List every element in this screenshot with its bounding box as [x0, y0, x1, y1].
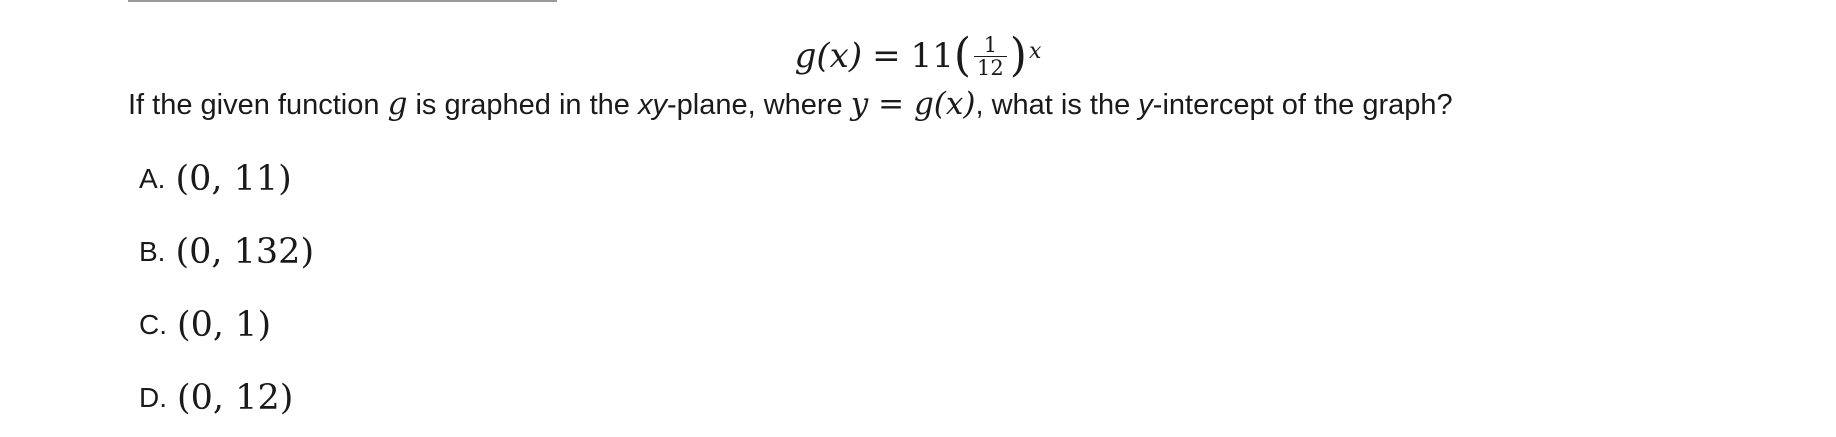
question-part4: , what is the [975, 89, 1139, 121]
question-part1: If the given function [128, 89, 388, 121]
choice-c[interactable] [139, 288, 314, 361]
fraction-numerator: 1 [983, 32, 998, 57]
question-text [128, 82, 1453, 127]
equation-equals: = [872, 36, 901, 76]
choice-letter: D. [139, 381, 167, 413]
answer-choices [139, 142, 314, 434]
choice-b[interactable] [139, 215, 314, 288]
choice-d[interactable] [139, 361, 314, 434]
equation-fraction [974, 34, 1007, 79]
equation-lhs: g(x) [794, 36, 863, 76]
choice-value: (0, 1) [177, 304, 272, 345]
question-func-name: g [387, 86, 408, 122]
choice-value: (0, 11) [175, 158, 292, 199]
question-part3: -plane, where [666, 89, 851, 121]
equation-coefficient: 11 [910, 36, 954, 76]
choice-value: (0, 12) [177, 377, 294, 418]
choice-letter: B. [139, 235, 166, 267]
choice-letter: A. [139, 162, 166, 194]
choice-value: (0, 132) [175, 231, 315, 272]
question-part5: -intercept of the graph? [1152, 89, 1453, 121]
question-part2: is graphed in the [407, 89, 638, 121]
equation-close-paren: ) [1009, 28, 1027, 83]
equation-open-paren: ( [953, 28, 972, 83]
question-relation: y = g(x) [850, 86, 976, 122]
top-divider [128, 0, 557, 2]
choice-letter: C. [139, 308, 167, 340]
question-intercept-var: y [1138, 89, 1153, 121]
choice-a[interactable] [139, 142, 314, 215]
fraction-denominator: 12 [974, 56, 1007, 79]
question-plane: xy [637, 89, 667, 121]
equation-exponent: x [1028, 39, 1042, 64]
function-equation [0, 24, 1836, 88]
